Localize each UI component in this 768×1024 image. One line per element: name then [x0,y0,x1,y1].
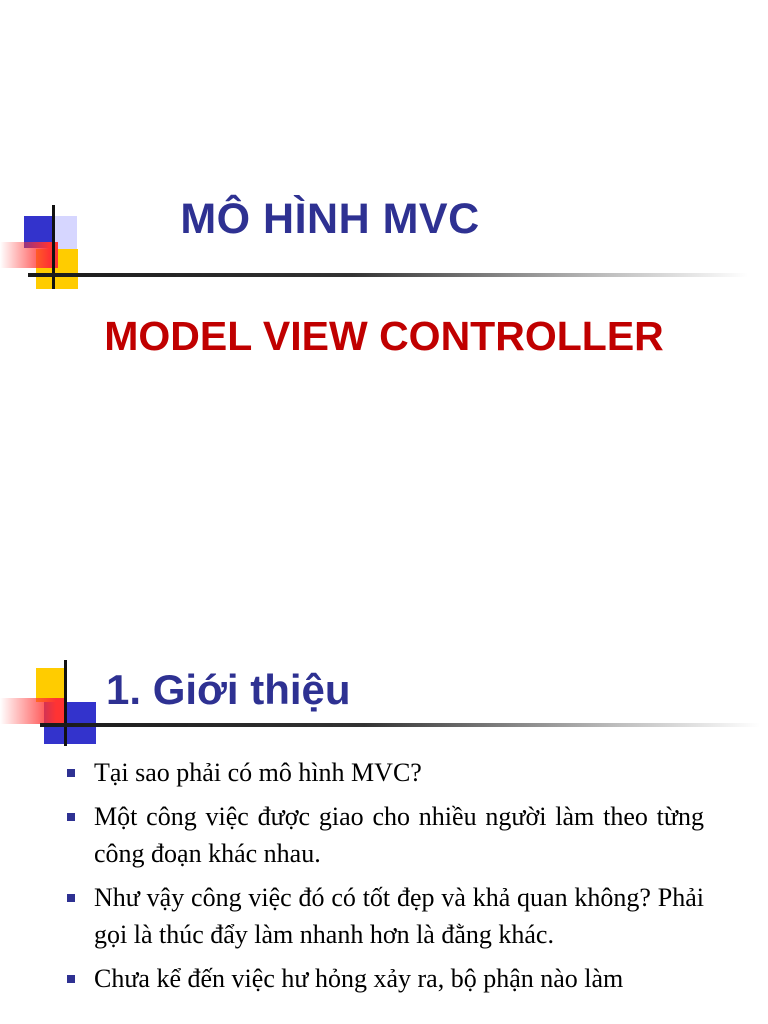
square-bullet-icon [67,813,75,821]
list-item [64,879,704,953]
list-item-text: Tại sao phải có mô hình MVC? [94,758,422,787]
title-rule [28,273,748,277]
list-item-text: Một công việc được giao cho nhiều người làm theo từng công đoạn khác nhau. [94,802,704,868]
square-bullet-icon [67,894,75,902]
content-slide [0,560,768,1024]
square-bullet-icon [67,975,75,983]
list-item-text: Như vậy công việc đó có tốt đẹp và khả quan không? Phải gọi là thúc đẩy làm nhanh hơn là đằng khác. [94,883,704,949]
slide-title: 1. Giới thiệu [106,666,351,713]
slide-title: MÔ HÌNH MVC [180,195,480,243]
list-item [64,960,704,997]
square-bullet-icon [67,769,75,777]
list-item [64,754,704,791]
title-rule [40,723,760,727]
slide-subtitle: MODEL VIEW CONTROLLER [104,313,664,359]
list-item-text: Chưa kể đến việc hư hỏng xảy ra, bộ phận nào làm [94,964,624,993]
list-item [64,798,704,872]
corner-decoration [0,660,110,750]
bullet-list [64,754,704,1004]
